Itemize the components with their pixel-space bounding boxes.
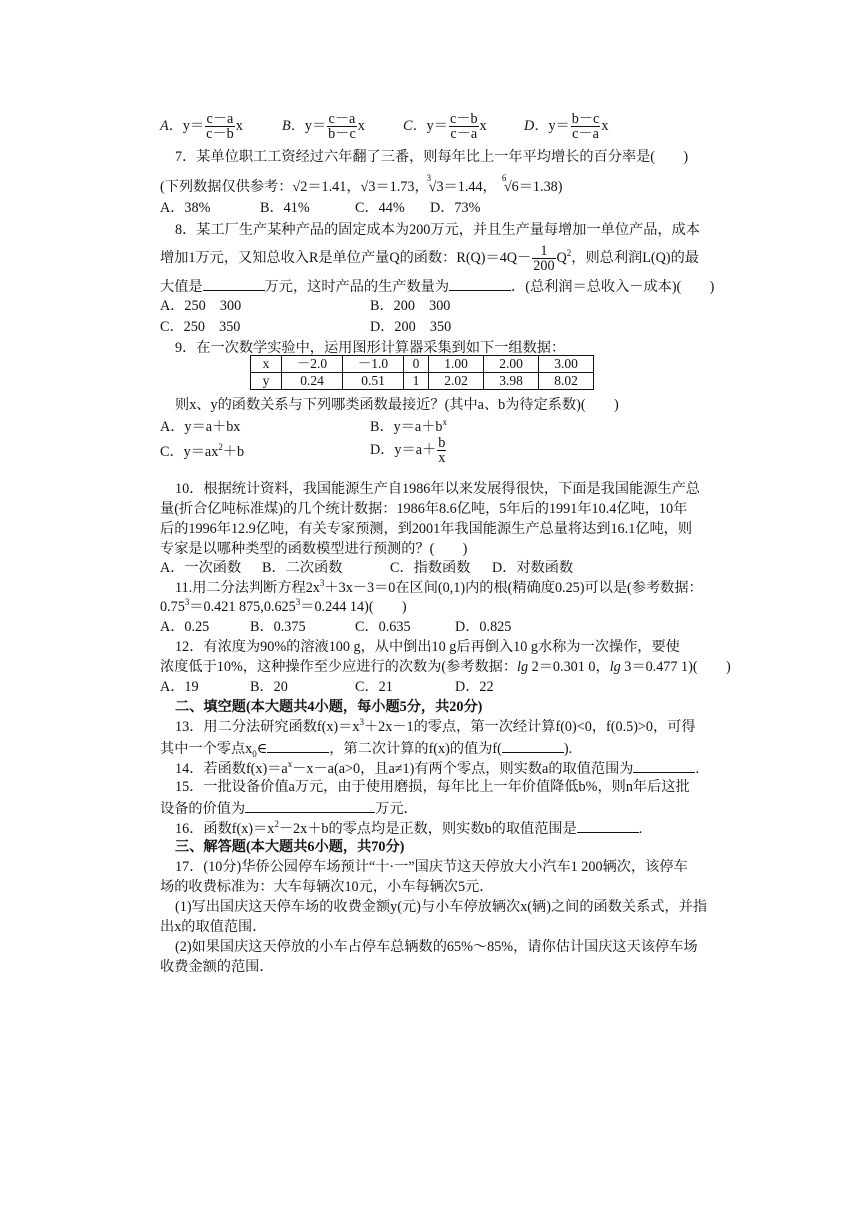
q9-option-b: B．$y=a+b^x$ <box>370 417 448 435</box>
q6-option-b: B．y＝ $\frac{c-a}{b-c}$ x <box>282 111 365 142</box>
fraction: $\frac{c-b}{c-a}$ <box>449 111 478 142</box>
q7-option-a: A．38% <box>160 200 211 216</box>
answer-blank <box>449 276 511 291</box>
table-row: x －2.0 －1.0 0 1.00 2.00 3.00 <box>251 356 594 373</box>
q9-option-d: D．y＝a＋ $\frac{b}{x}$ <box>370 435 446 466</box>
q12-line-1: 12．有浓度为90%的溶液100 g，从中倒出10 g后再倒入10 g水称为一次操作，要使 <box>175 639 680 655</box>
fraction: $\frac{c-a}{b-c}$ <box>328 111 356 142</box>
q12-line-2: 浓度低于10%，这种操作至少应进行的次数为(参考数据：lg 2＝0.301 0，lg 3＝0.477 1)( ) <box>160 659 731 675</box>
q11-line-1: 11.用二分法判断方程$2x^3+3x-3=0$在区间(0,1)内的根(精确度0.25)可以是(参考数据： <box>175 578 703 596</box>
q11-option-d: D．0.825 <box>455 619 512 635</box>
q9-question: 则x、y的函数关系与下列哪类函数最接近？(其中a、b为待定系数)( ) <box>175 397 619 413</box>
q9-option-a: A．y＝a＋bx <box>160 419 241 435</box>
section-answer-heading: 三、解答题(本大题共6小题，共70分) <box>175 839 405 855</box>
q10-line-3: 后的1996年12.9亿吨，有关专家预测，到2001年我国能源生产总量将达到16.1亿吨，则 <box>160 521 693 537</box>
q10-option-d: D．对数函数 <box>492 560 574 576</box>
section-fill-in-heading: 二、填空题(本大题共4小题，每小题5分，共20分) <box>175 699 483 715</box>
q10-line-1: 10．根据统计资料，我国能源生产自1986年以来发展得很快，下面是我国能源生产总 <box>175 481 700 497</box>
q17-line-6: 收费金额的范围． <box>160 959 274 975</box>
fraction: $\frac{c-a}{c-b}$ <box>206 111 234 142</box>
q8-option-a: A．250 300 <box>160 298 242 314</box>
q8-option-d: D．200 350 <box>370 319 452 335</box>
q7-option-b: B．41% <box>260 200 310 216</box>
answer-blank <box>633 758 695 773</box>
q8-option-c: C．250 350 <box>160 319 241 335</box>
q9-option-c: C．$y=ax^2+b$ <box>160 442 245 460</box>
q17-line-1: 17．(10分)华侨公园停车场预计“十·一”国庆节这天停放大小汽车1 200辆次，该停车 <box>175 859 688 875</box>
q16-line: 16．函数$f(x)=x^2-2x+b$的零点均是正数，则实数b的取值范围是 . <box>175 819 643 837</box>
q17-line-2: 场的收费标准为：大车每辆次10元，小车每辆次5元． <box>160 879 494 895</box>
q14-line: 14．若函数$f(x)=a^x-x-a(a>0$，且a≠1)有两个零点，则实数a的取值范围为 . <box>175 759 700 777</box>
table-row: y 0.24 0.51 1 2.02 3.98 8.02 <box>251 373 594 390</box>
answer-blank <box>502 738 564 753</box>
q6-option-d: D．y＝ $\frac{b-c}{c-a}$ x <box>524 111 609 142</box>
q8-line-2: 增加1万元，又知总收入R是单位产量Q的函数：R(Q)＝4Q－ $\frac{1}{200}$ $Q^2$，则总利润L(Q)的最 <box>160 243 699 274</box>
answer-blank <box>245 798 375 813</box>
q10-option-a: A．一次函数 <box>160 560 242 576</box>
q7-option-d: D．73% <box>430 200 481 216</box>
q7-reference: (下列数据仅供参考：√2＝1.41，√3＝1.73， 3 √3＝1.44， 6 √6＝1.38) <box>160 173 563 195</box>
q10-option-c: C．指数函数 <box>390 560 471 576</box>
q15-line-2: 设备的价值为 万元． <box>160 798 418 818</box>
q11-line-2: $0.75^3=0.421$ $875,0.625^3=0.244$ 14)( ) <box>160 597 407 615</box>
q10-option-b: B．二次函数 <box>262 560 343 576</box>
q12-option-b: B．20 <box>250 679 288 695</box>
q10-line-4: 专家是以哪种类型的函数模型进行预测的？( ) <box>160 541 468 557</box>
q17-line-5: (2)如果国庆这天停放的小车占停车总辆数的65%～85%，请你估计国庆这天该停车场 <box>175 939 698 955</box>
q17-line-3: (1)写出国庆这天停车场的收费金额y(元)与小车停放辆次x(辆)之间的函数关系式，并指 <box>175 899 708 915</box>
answer-blank <box>577 818 639 833</box>
q11-option-c: C．0.635 <box>355 619 411 635</box>
q13-line-2: 其中一个零点$x_0\in$ ，第二次计算的f(x)的值为f( ). <box>160 738 572 763</box>
q11-option-a: A．0.25 <box>160 619 210 635</box>
q12-option-d: D．22 <box>455 679 494 695</box>
q6-option-c: C．y＝ $\frac{c-b}{c-a}$ x <box>403 111 487 142</box>
q12-option-c: C．21 <box>355 679 393 695</box>
q6-option-a: A．y＝ $\frac{c-a}{c-b}$ x <box>160 111 243 142</box>
q12-option-a: A．19 <box>160 679 199 695</box>
q7-stem: 7．某单位职工工资经过六年翻了三番，则每年比上一年平均增长的百分率是( ) <box>175 149 689 165</box>
fraction: $\frac{b-c}{c-a}$ <box>571 111 600 142</box>
q17-line-4: 出x的取值范围． <box>160 919 267 935</box>
q7-option-c: C．44% <box>355 200 405 216</box>
q8-line-3: 大值是 万元，这时产品的生产数量为 ．(总利润＝总收入－成本)( ) <box>160 276 714 296</box>
answer-blank <box>267 738 329 753</box>
fraction: $\frac{b}{x}$ <box>438 435 446 466</box>
q15-line-1: 15．一批设备价值a万元，由于使用磨损，每年比上一年价值降低b%，则n年后这批 <box>175 779 690 795</box>
q10-line-2: 量(折合亿吨标准煤)的几个统计数据：1986年8.6亿吨，5年后的1991年10.4亿吨，10年 <box>160 501 688 517</box>
q8-line-1: 8．某工厂生产某种产品的固定成本为200万元，并且生产量每增加一单位产品，成本 <box>175 222 700 238</box>
q8-option-b: B．200 300 <box>370 298 451 314</box>
answer-blank <box>203 276 265 291</box>
q11-option-b: B．0.375 <box>250 619 306 635</box>
q13-line-1: 13．用二分法研究函数$f(x)=x^3+2x-1$的零点，第一次经计算f(0)<0，f(0.5)>0，可得 <box>175 717 696 735</box>
q9-stem: 9．在一次数学实验中，运用图形计算器采集到如下一组数据： <box>175 340 566 356</box>
fraction: $\frac{1}{200}$ <box>533 243 555 274</box>
q9-data-table <box>250 355 594 390</box>
